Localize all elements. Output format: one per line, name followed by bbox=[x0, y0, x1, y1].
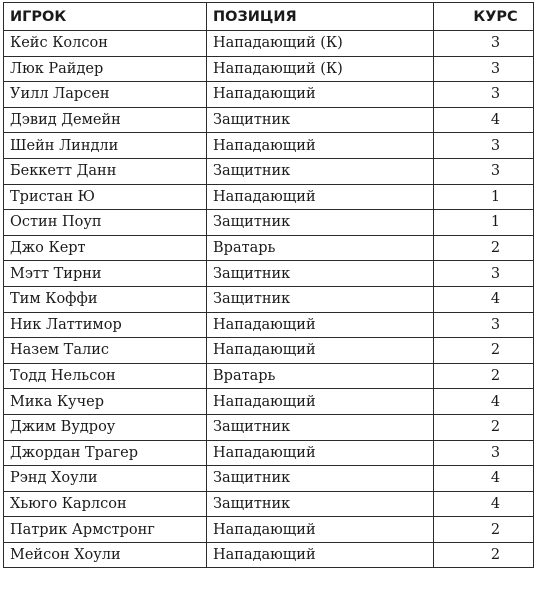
position-cell: Защитник bbox=[207, 491, 434, 517]
player-name-cell: Дэвид Демейн bbox=[4, 107, 207, 133]
table-row bbox=[4, 542, 534, 568]
position-cell: Нападающий (К) bbox=[207, 31, 434, 57]
position-cell: Нападающий bbox=[207, 517, 434, 543]
player-name-cell: Тодд Нельсон bbox=[4, 363, 207, 389]
year-cell: 3 bbox=[434, 31, 534, 57]
position-cell: Защитник bbox=[207, 158, 434, 184]
year-cell: 2 bbox=[434, 542, 534, 568]
position-cell: Защитник bbox=[207, 261, 434, 287]
year-cell: 3 bbox=[434, 261, 534, 287]
table-row bbox=[4, 363, 534, 389]
year-cell: 3 bbox=[434, 158, 534, 184]
player-name-cell: Джим Вудроу bbox=[4, 414, 207, 440]
year-cell: 1 bbox=[434, 210, 534, 236]
position-cell: Вратарь bbox=[207, 235, 434, 261]
year-cell: 4 bbox=[434, 466, 534, 492]
table-row bbox=[4, 389, 534, 415]
table-row bbox=[4, 491, 534, 517]
table-row bbox=[4, 440, 534, 466]
position-cell: Защитник bbox=[207, 414, 434, 440]
table-row bbox=[4, 261, 534, 287]
position-cell: Нападающий bbox=[207, 542, 434, 568]
player-name-cell: Шейн Линдли bbox=[4, 133, 207, 159]
year-cell: 3 bbox=[434, 312, 534, 338]
table-row bbox=[4, 466, 534, 492]
table-row bbox=[4, 286, 534, 312]
player-name-cell: Патрик Армстронг bbox=[4, 517, 207, 543]
position-cell: Нападающий bbox=[207, 133, 434, 159]
year-cell: 3 bbox=[434, 56, 534, 82]
roster-table-container bbox=[3, 2, 534, 568]
table-row bbox=[4, 82, 534, 108]
position-cell: Нападающий bbox=[207, 312, 434, 338]
year-cell: 2 bbox=[434, 414, 534, 440]
year-cell: 3 bbox=[434, 440, 534, 466]
position-cell: Защитник bbox=[207, 466, 434, 492]
year-cell: 2 bbox=[434, 338, 534, 364]
year-cell: 4 bbox=[434, 286, 534, 312]
position-cell: Нападающий bbox=[207, 389, 434, 415]
year-cell: 2 bbox=[434, 517, 534, 543]
position-cell: Нападающий bbox=[207, 184, 434, 210]
header-position: ПОЗИЦИЯ bbox=[207, 3, 434, 31]
table-row bbox=[4, 517, 534, 543]
player-name-cell: Мейсон Хоули bbox=[4, 542, 207, 568]
player-name-cell: Ник Латтимор bbox=[4, 312, 207, 338]
player-name-cell: Люк Райдер bbox=[4, 56, 207, 82]
table-row bbox=[4, 56, 534, 82]
table-row bbox=[4, 338, 534, 364]
year-cell: 4 bbox=[434, 389, 534, 415]
table-row bbox=[4, 414, 534, 440]
position-cell: Защитник bbox=[207, 286, 434, 312]
player-name-cell: Уилл Ларсен bbox=[4, 82, 207, 108]
position-cell: Нападающий bbox=[207, 82, 434, 108]
table-row bbox=[4, 107, 534, 133]
table-row bbox=[4, 158, 534, 184]
year-cell: 3 bbox=[434, 82, 534, 108]
player-name-cell: Тристан Ю bbox=[4, 184, 207, 210]
year-cell: 1 bbox=[434, 184, 534, 210]
table-row bbox=[4, 312, 534, 338]
position-cell: Защитник bbox=[207, 210, 434, 236]
year-cell: 4 bbox=[434, 491, 534, 517]
player-name-cell: Мэтт Тирни bbox=[4, 261, 207, 287]
table-body bbox=[4, 31, 534, 568]
table-row bbox=[4, 235, 534, 261]
table-header-row bbox=[4, 3, 534, 31]
roster-table bbox=[3, 2, 534, 568]
table-row bbox=[4, 31, 534, 57]
player-name-cell: Тим Коффи bbox=[4, 286, 207, 312]
player-name-cell: Хьюго Карлсон bbox=[4, 491, 207, 517]
table-row bbox=[4, 210, 534, 236]
position-cell: Защитник bbox=[207, 107, 434, 133]
table-row bbox=[4, 133, 534, 159]
table-row bbox=[4, 184, 534, 210]
header-player: ИГРОК bbox=[4, 3, 207, 31]
year-cell: 3 bbox=[434, 133, 534, 159]
player-name-cell: Беккетт Данн bbox=[4, 158, 207, 184]
position-cell: Нападающий bbox=[207, 338, 434, 364]
player-name-cell: Мика Кучер bbox=[4, 389, 207, 415]
year-cell: 2 bbox=[434, 235, 534, 261]
position-cell: Нападающий (К) bbox=[207, 56, 434, 82]
year-cell: 2 bbox=[434, 363, 534, 389]
player-name-cell: Джордан Трагер bbox=[4, 440, 207, 466]
position-cell: Нападающий bbox=[207, 440, 434, 466]
player-name-cell: Назем Талис bbox=[4, 338, 207, 364]
player-name-cell: Рэнд Хоули bbox=[4, 466, 207, 492]
position-cell: Вратарь bbox=[207, 363, 434, 389]
header-year: КУРС bbox=[434, 3, 534, 31]
year-cell: 4 bbox=[434, 107, 534, 133]
player-name-cell: Джо Керт bbox=[4, 235, 207, 261]
player-name-cell: Остин Поуп bbox=[4, 210, 207, 236]
player-name-cell: Кейс Колсон bbox=[4, 31, 207, 57]
